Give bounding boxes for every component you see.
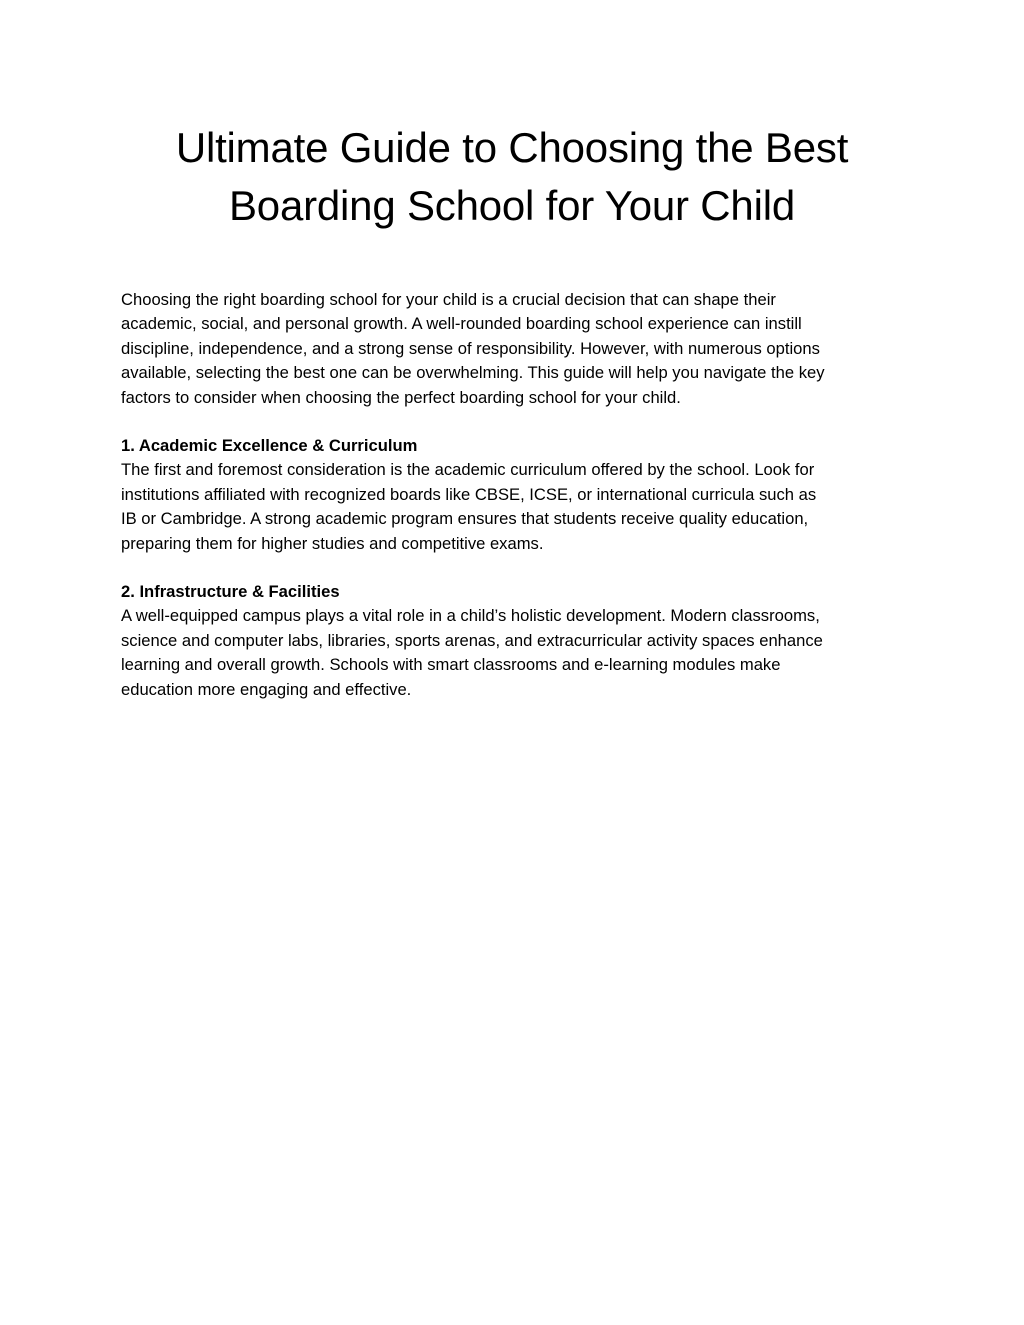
section-body-line: A well-equipped campus plays a vital role in a child’s holistic development. Modern classrooms, (121, 606, 820, 626)
section-heading: 2. Infrastructure & Facilities (121, 582, 340, 601)
document-title-line: Ultimate Guide to Choosing the Best (175, 124, 849, 171)
intro-line: factors to consider when choosing the perfect boarding school for your child. (121, 387, 681, 407)
intro-line: academic, social, and personal growth. A well-rounded boarding school experience can instill (121, 314, 802, 334)
section-body-line: preparing them for higher studies and competitive exams. (121, 533, 544, 553)
section-heading: 1. Academic Excellence & Curriculum (121, 436, 418, 455)
section-body-line: science and computer labs, libraries, sports arenas, and extracurricular activity spaces enhance (121, 630, 823, 650)
section-body-line: learning and overall growth. Schools with smart classrooms and e-learning modules make (121, 655, 781, 675)
intro-line: available, selecting the best one can be overwhelming. This guide will help you navigate the key (121, 363, 825, 383)
section-body-line: The first and foremost consideration is the academic curriculum offered by the school. Look for (121, 460, 815, 480)
intro-paragraph (121, 288, 921, 410)
section-infrastructure (121, 580, 921, 702)
intro-line: discipline, independence, and a strong sense of responsibility. However, with numerous options (121, 338, 820, 358)
document-title (120, 119, 904, 235)
section-academic-excellence (121, 434, 921, 556)
intro-line: Choosing the right boarding school for your child is a crucial decision that can shape their (121, 290, 776, 309)
document-title-line: Boarding School for Your Child (228, 182, 796, 229)
section-body-line: institutions affiliated with recognized boards like CBSE, ICSE, or international curricula such as (121, 484, 817, 504)
section-body-line: education more engaging and effective. (121, 679, 412, 699)
section-body-line: IB or Cambridge. A strong academic program ensures that students receive quality education, (121, 509, 809, 529)
